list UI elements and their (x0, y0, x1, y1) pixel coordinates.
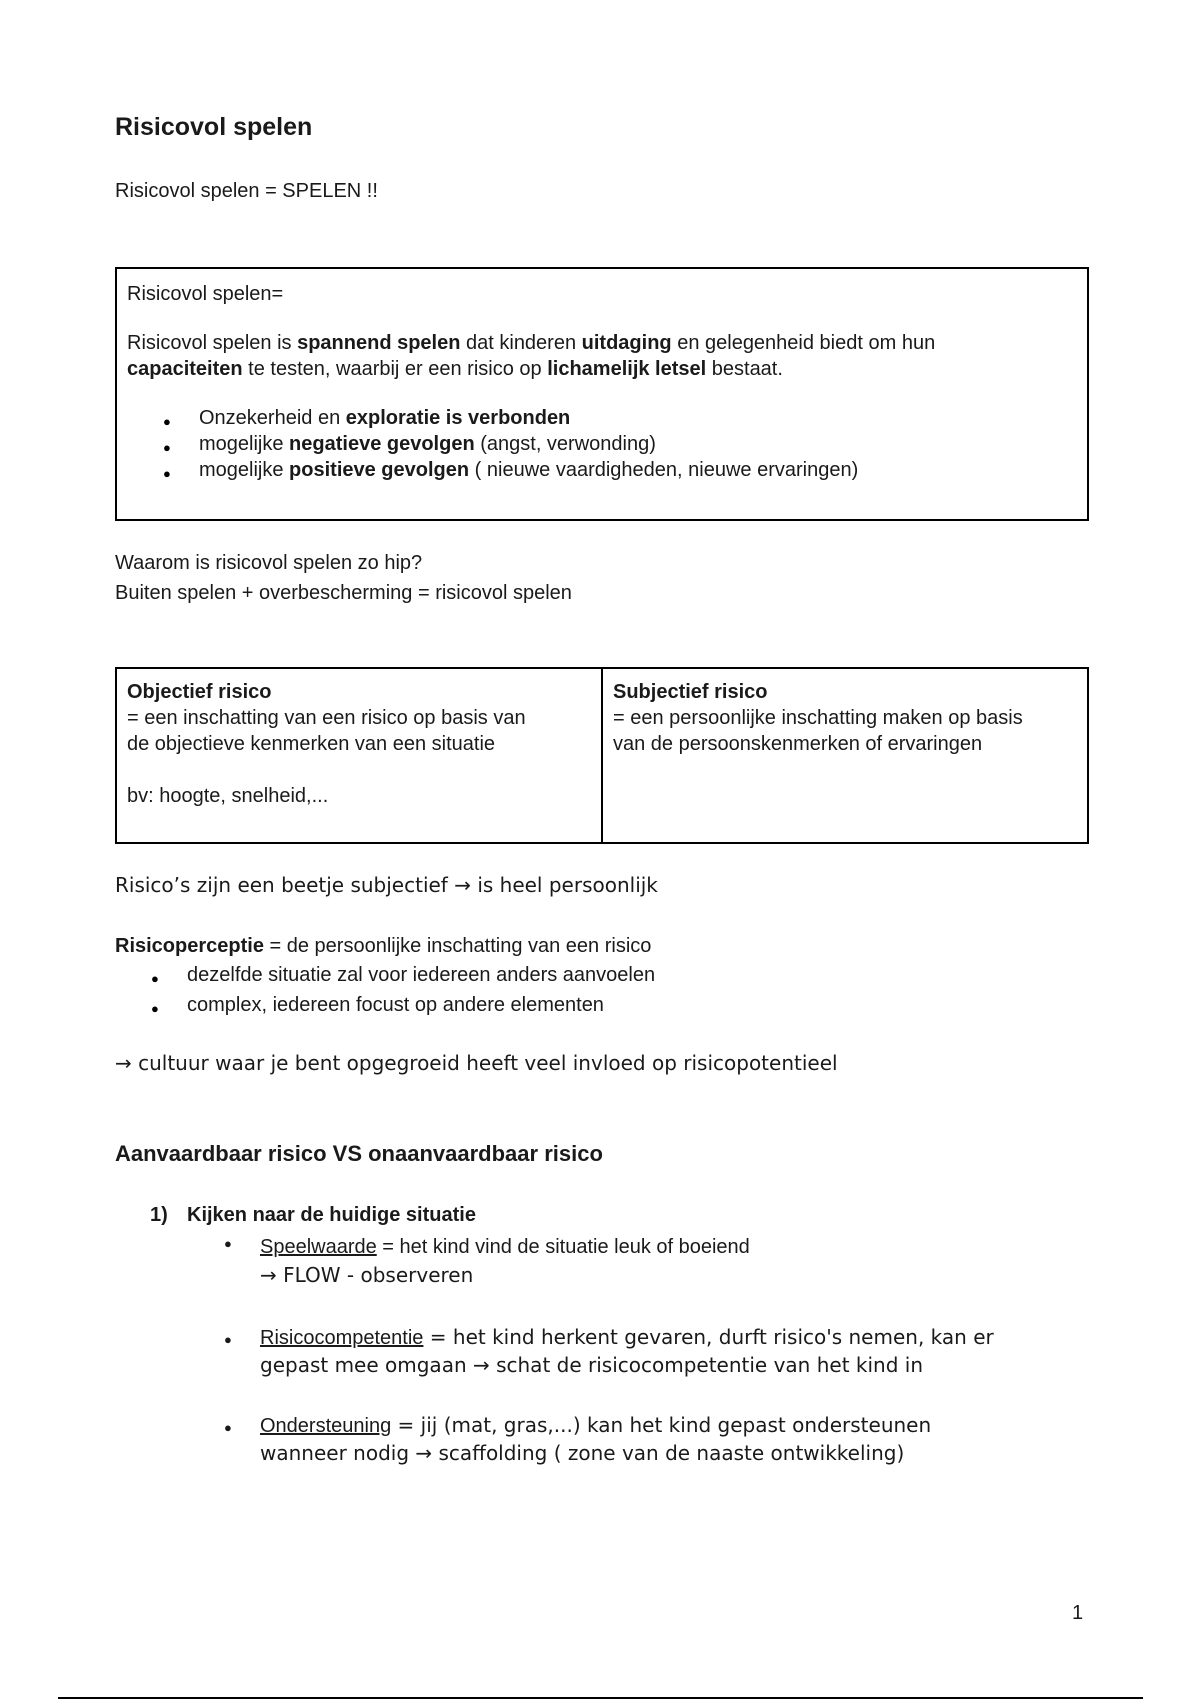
risicocompetentie-line2: gepast mee omgaan → schat de risicocompetentie van het kind in (260, 1353, 923, 1377)
subjective-risk-cell (603, 669, 1087, 842)
culture-note: → cultuur waar je bent opgegroeid heeft veel invloed op risicopotentieel (115, 1051, 838, 1075)
speelwaarde-item: Speelwaarde = het kind vind de situatie leuk of boeiend (260, 1236, 750, 1258)
speelwaarde-line2: → FLOW - observeren (260, 1263, 474, 1287)
ondersteuning-item: Ondersteuning = jij (mat, gras,...) kan het kind gepast ondersteunen (260, 1413, 932, 1437)
risk-table (115, 667, 1089, 844)
subtitle: Risicovol spelen = SPELEN !! (115, 180, 378, 202)
objective-risk-cell (117, 669, 603, 842)
subjective-risk-line2: van de persoonskenmerken of ervaringen (613, 733, 983, 755)
list-item: ● Onzekerheid en exploratie is verbonden (199, 405, 858, 431)
list-item: ● complex, iedereen focust op andere elementen (187, 992, 655, 1022)
list-item: ● mogelijke positieve gevolgen ( nieuwe vaardigheden, nieuwe ervaringen) (199, 457, 858, 483)
step-number: 1) (150, 1204, 168, 1226)
objective-risk-title: Objectief risico (127, 681, 272, 703)
risicocompetentie-item: Risicocompetentie = het kind herkent gevaren, durft risico's nemen, kan er (260, 1325, 994, 1349)
why-answer: Buiten spelen + overbescherming = risicovol spelen (115, 582, 572, 604)
subjective-note: Risico’s zijn een beetje subjectief → is heel persoonlijk (115, 873, 658, 897)
perception-definition: Risicoperceptie = de persoonlijke inschatting van een risico (115, 935, 652, 957)
objective-risk-line1: = een inschatting van een risico op basis van (127, 707, 526, 729)
subjective-risk-line1: = een persoonlijke inschatting maken op basis (613, 707, 1023, 729)
perception-bullets (187, 962, 655, 1022)
page-number: 1 (1072, 1602, 1084, 1624)
objective-risk-line2: de objectieve kenmerken van een situatie (127, 733, 496, 755)
footer-rule (58, 1697, 1143, 1699)
list-item: ● dezelfde situatie zal voor iedereen anders aanvoelen (187, 962, 655, 992)
subjective-risk-title: Subjectief risico (613, 681, 768, 703)
why-question: Waarom is risicovol spelen zo hip? (115, 552, 423, 574)
section-title: Aanvaardbaar risico VS onaanvaardbaar risico (115, 1141, 603, 1166)
list-item: ● mogelijke negatieve gevolgen (angst, verwonding) (199, 431, 858, 457)
ondersteuning-line2: wanneer nodig → scaffolding ( zone van de naaste ontwikkeling) (260, 1441, 905, 1465)
step-title: Kijken naar de huidige situatie (187, 1204, 476, 1226)
bullet-icon: ● (224, 1332, 232, 1347)
definition-heading: Risicovol spelen= (127, 283, 284, 305)
definition-bullets (199, 405, 858, 483)
definition-box (115, 267, 1089, 521)
bullet-icon: ● (224, 1236, 232, 1251)
objective-risk-example: bv: hoogte, snelheid,... (127, 785, 329, 807)
definition-text: Risicovol spelen is spannend spelen dat kinderen uitdaging en gelegenheid biedt om hun capaciteiten te testen, waarbij er een risico op lichamelijk letsel bestaat. (127, 332, 936, 380)
page-title: Risicovol spelen (115, 113, 313, 141)
bullet-icon: ● (224, 1420, 232, 1435)
